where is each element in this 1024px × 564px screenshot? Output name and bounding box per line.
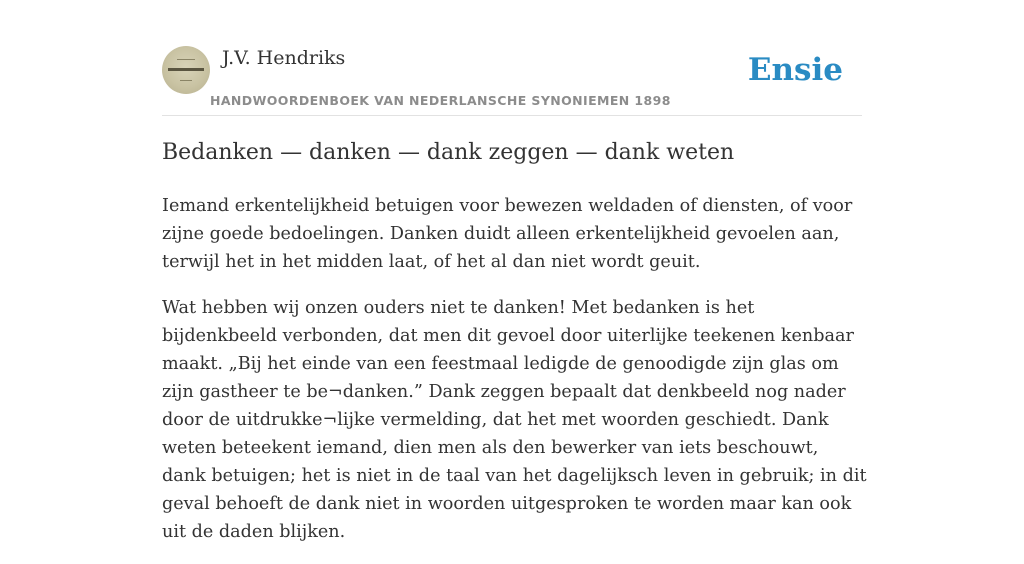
- header: [162, 46, 862, 116]
- avatar-line: [177, 59, 195, 60]
- author-name[interactable]: J.V. Hendriks: [222, 47, 346, 69]
- ensie-logo[interactable]: Ensie: [747, 52, 843, 88]
- source-title[interactable]: HANDWOORDENBOEK VAN NEDERLANSCHE SYNONIEMEN 1898: [210, 93, 671, 108]
- entry-title: Bedanken — danken — dank zeggen — dank weten: [162, 140, 735, 165]
- entry-paragraph: Iemand erkentelijkheid betuigen voor bewezen weldaden of diensten, of voor zijne goede bedoelingen. Danken duidt alleen erkentelijkheid gevoelen aan, terwijl het in het midden laat, of het al dan niet wordt geuit.: [162, 196, 853, 272]
- entry-body: [162, 192, 867, 564]
- header-divider: [162, 115, 862, 116]
- avatar-line: [168, 68, 204, 71]
- entry-paragraph: Wat hebben wij onzen ouders niet te danken! Met bedanken is het bijdenkbeeld verbonden, dat men dit gevoel door uiterlijke teekenen kenbaar maakt. „Bij het einde van een feestmaal ledigde de genoodigde zijn glas om zijn gastheer te be¬danken.” Dank zeggen bepaalt dat denkbeeld nog nader door de uitdrukke¬lijke vermelding, dat het met woorden geschiedt. Dank weten beteekent iemand, dien men als den bewerker van iets beschouwt, dank betuigen; het is niet in de taal van het dagelijksch leven in gebruik; in dit geval behoeft de dank niet in woorden uitgesproken te worden maar kan ook uit de daden blijken.: [162, 298, 867, 542]
- avatar-line: [180, 80, 192, 81]
- author-avatar[interactable]: [162, 46, 210, 94]
